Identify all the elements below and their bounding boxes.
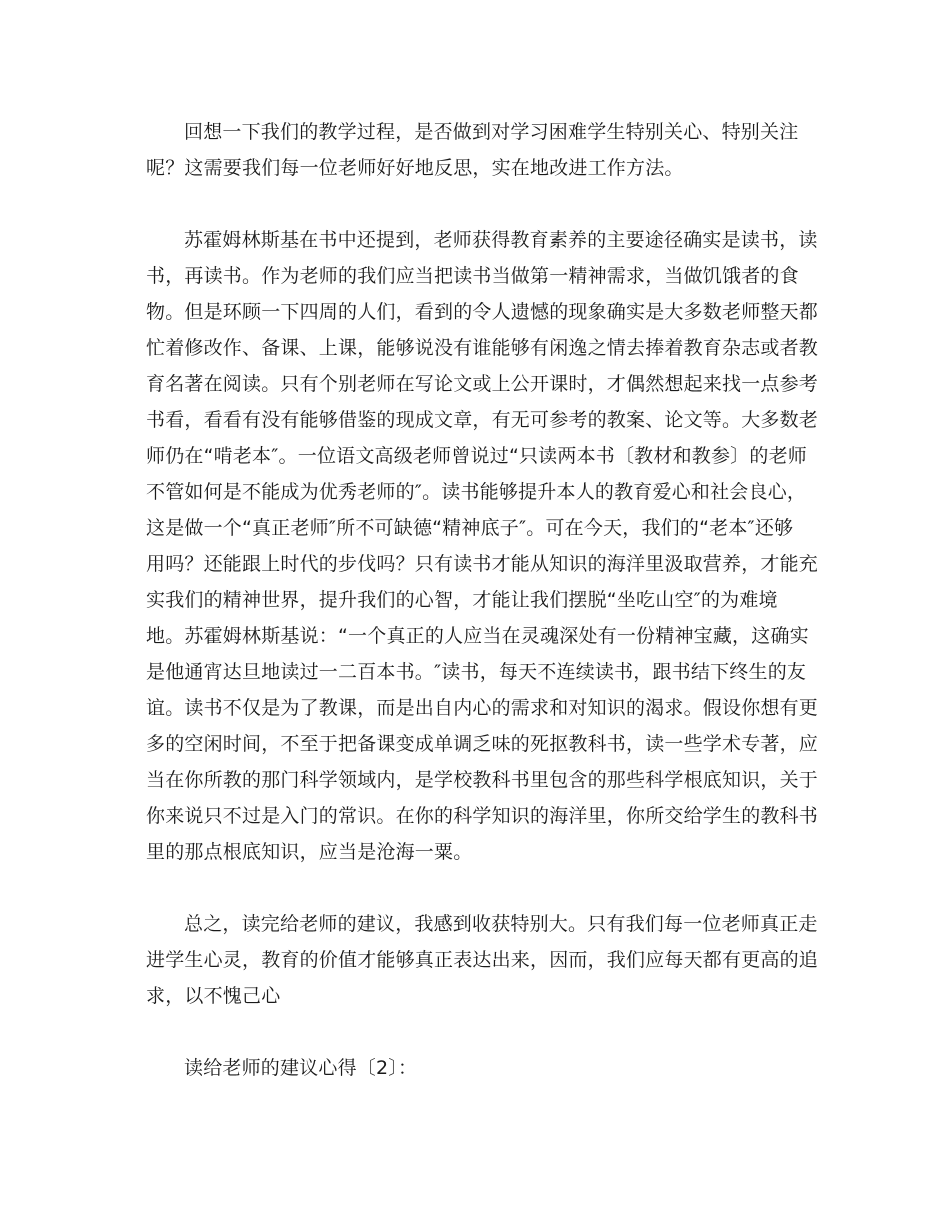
paragraph-2-line-1: 苏霍姆林斯基在书中还提到，老师获得教育素养的主要途径确实是读书，读	[184, 229, 818, 251]
paragraph-2-line-12: 地。苏霍姆林斯基说：“一个真正的人应当在灵魂深处有一份精神宝藏，这确实	[146, 625, 809, 647]
paragraph-2-line-10: 用吗？还能跟上时代的步伐吗？只有读书才能从知识的海洋里汲取营养，才能充	[146, 553, 819, 575]
paragraph-2-line-13: 是他通宵达旦地读过一二百本书。″读书，每天不连续读书，跟书结下终生的友	[146, 661, 807, 683]
paragraph-2-line-5: 育名著在阅读。只有个别老师在写论文或上公开课时，才偶然想起来找一点参考	[146, 373, 819, 395]
paragraph-2-line-4: 忙着修改作、备课、上课，能够说没有谁能够有闲逸之情去捧着教育杂志或者教	[146, 337, 819, 359]
paragraph-2-line-8: 不管如何是不能成为优秀老师的″。读书能够提升本人的教育爱心和社会良心，	[146, 481, 807, 503]
paragraph-1	[146, 114, 808, 186]
section-heading	[146, 1050, 808, 1086]
paragraph-2-line-7: 师仍在“啃老本″。一位语文高级老师曾说过“只读两本书〔教材和教参〕的老师	[146, 445, 807, 467]
paragraph-1-line-1: 回想一下我们的教学过程，是否做到对学习困难学生特别关心、特别关注	[184, 121, 799, 143]
section-heading-text: 读给老师的建议心得〔2〕：	[184, 1057, 418, 1079]
paragraph-2	[146, 222, 819, 870]
paragraph-2-line-3: 物。但是环顾一下四周的人们，看到的令人遗憾的现象确实是大多数老师整天都	[146, 301, 819, 323]
paragraph-3	[146, 906, 819, 1014]
paragraph-2-line-11: 实我们的精神世界，提升我们的心智，才能让我们摆脱“坐吃山空″的为难境	[146, 589, 778, 611]
paragraph-2-line-14: 谊。读书不仅是为了教课，而是出自内心的需求和对知识的渴求。假设你想有更	[146, 697, 819, 719]
paragraph-2-line-16: 当在你所教的那门科学领域内，是学校教科书里包含的那些科学根底知识，关于	[146, 769, 819, 791]
paragraph-3-line-1: 总之，读完给老师的建议，我感到收获特别大。只有我们每一位老师真正走	[184, 913, 818, 935]
paragraph-2-line-17: 你来说只不过是入门的常识。在你的科学知识的海洋里，你所交给学生的教科书	[146, 805, 819, 827]
paragraph-2-line-6: 书看，看看有没有能够借鉴的现成文章，有无可参考的教案、论文等。大多数老	[146, 409, 819, 431]
paragraph-1-line-2: 呢？这需要我们每一位老师好好地反思，实在地改进工作方法。	[146, 157, 684, 179]
paragraph-2-line-18: 里的那点根底知识，应当是沧海一粟。	[146, 841, 473, 863]
paragraph-2-line-9: 这是做一个“真正老师″所不可缺德“精神底子″。可在今天，我们的“老本″还够	[146, 517, 794, 539]
paragraph-3-line-2: 进学生心灵，教育的价值才能够真正表达出来，因而，我们应每天都有更高的追	[146, 949, 819, 971]
paragraph-2-line-2: 书，再读书。作为老师的我们应当把读书当做第一精神需求，当做饥饿者的食	[146, 265, 799, 287]
paragraph-3-line-3: 求，以不愧己心	[146, 985, 281, 1007]
paragraph-2-line-15: 多的空闲时间，不至于把备课变成单调乏味的死抠教科书，读一些学术专著，应	[146, 733, 819, 755]
